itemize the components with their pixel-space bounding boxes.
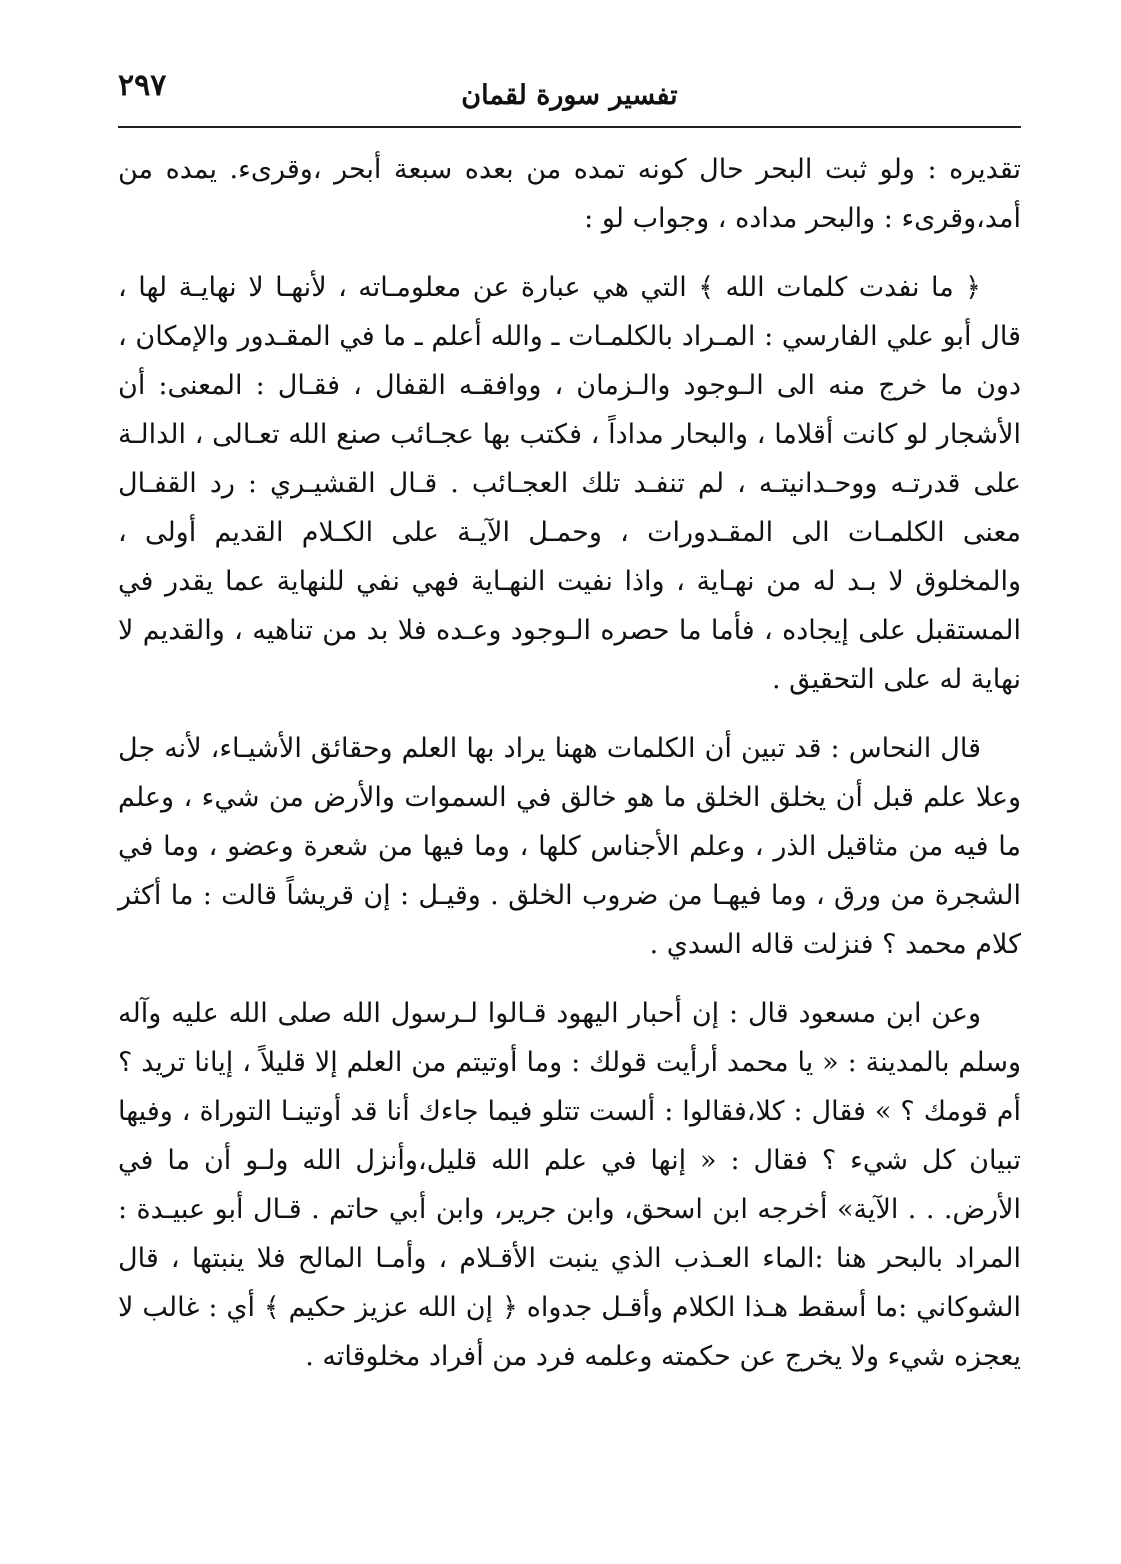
page-header (118, 60, 1021, 128)
paragraph-3: قال النحاس : قد تبين أن الكلمات ههنا يراد بها العلم وحقائق الأشيـاء، لأنه جل وعلا علم قبل أن يخلق الخلق ما هو خالق في السموات والأرض من شيء ، وعلم ما فيه من مثاقيل الذر ، وعلم الأجناس كلها ، وما فيها من شعرة وعضو ، وما في الشجرة من ورق ، وما فيهـا من ضروب الخلق . وقيـل : إن قريشاً قالت : ما أكثر كلام محمد ؟ فنزلت قاله السدي . (118, 733, 1021, 960)
header-divider (118, 126, 1021, 128)
page-number: ٢٩٧ (118, 68, 167, 103)
paragraph-4: وعن ابن مسعود قال : إن أحبار اليهود قـالوا لـرسول الله صلى الله عليه وآله وسلم بالمدينة : « يا محمد أرأيت قولك : وما أوتيتم من العلم إلا قليلاً ، إيانا تريد ؟ أم قومك ؟ » فقال : كلا،فقالوا : ألست تتلو فيما جاءك أنا قد أوتينـا التوراة ، وفيها تبيان كل شيء ؟ فقال : « إنها في علم الله قليل،وأنزل الله ولـو أن ما في الأرض. . . الآية» أخرجه ابن اسحق، وابن جرير، وابن أبي حاتم . قـال أبو عبيـدة : المراد بالبحر هنا :الماء العـذب الذي ينبت الأقـلام ، وأمـا المالح فلا ينبتها ، قال الشوكاني :ما أسقط هـذا الكلام وأقـل جدواه ﴿ إن الله عزيز حكيم ﴾ أي : غالب لا يعجزه شيء ولا يخرج عن حكمته وعلمه فرد من أفراد مخلوقاته . (118, 998, 1021, 1372)
paragraph-1: تقديره : ولو ثبت البحر حال كونه تمده من بعده سبعة أبحر ،وقرىء. يمده من أمد،وقرىء : والبحر مداده ، وجواب لو : (118, 154, 1021, 234)
page-body (118, 145, 1021, 1381)
running-title: تفسير سورة لقمان (461, 80, 678, 111)
paragraph-2: ﴿ ما نفدت كلمات الله ﴾ التي هي عبارة عن معلومـاته ، لأنهـا لا نهايـة لها ، قال أبو علي الفارسي : المـراد بالكلمـات ـ والله أعلم ـ ما في المقـدور والإمكان ، دون ما خرج منه الى الـوجود والـزمان ، ووافقـه القفال ، فقـال : المعنى: أن الأشجار لو كانت أقلاما ، والبحار مداداً ، فكتب بها عجـائب صنع الله تعـالى ، الدالـة على قدرتـه ووحـدانيتـه ، لم تنفـد تلك العجـائب . قـال القشيـري : رد القفـال معنى الكلمـات الى المقـدورات ، وحمـل الآيـة على الكـلام القديم أولى ، والمخلوق لا بـد له من نهـاية ، واذا نفيت النهـاية فهي نفي للنهاية عما يقدر في المستقبل على إيجاده ، فأما ما حصره الـوجود وعـده فلا بد من تناهيه ، والقديم لا نهاية له على التحقيق . (118, 272, 1021, 695)
